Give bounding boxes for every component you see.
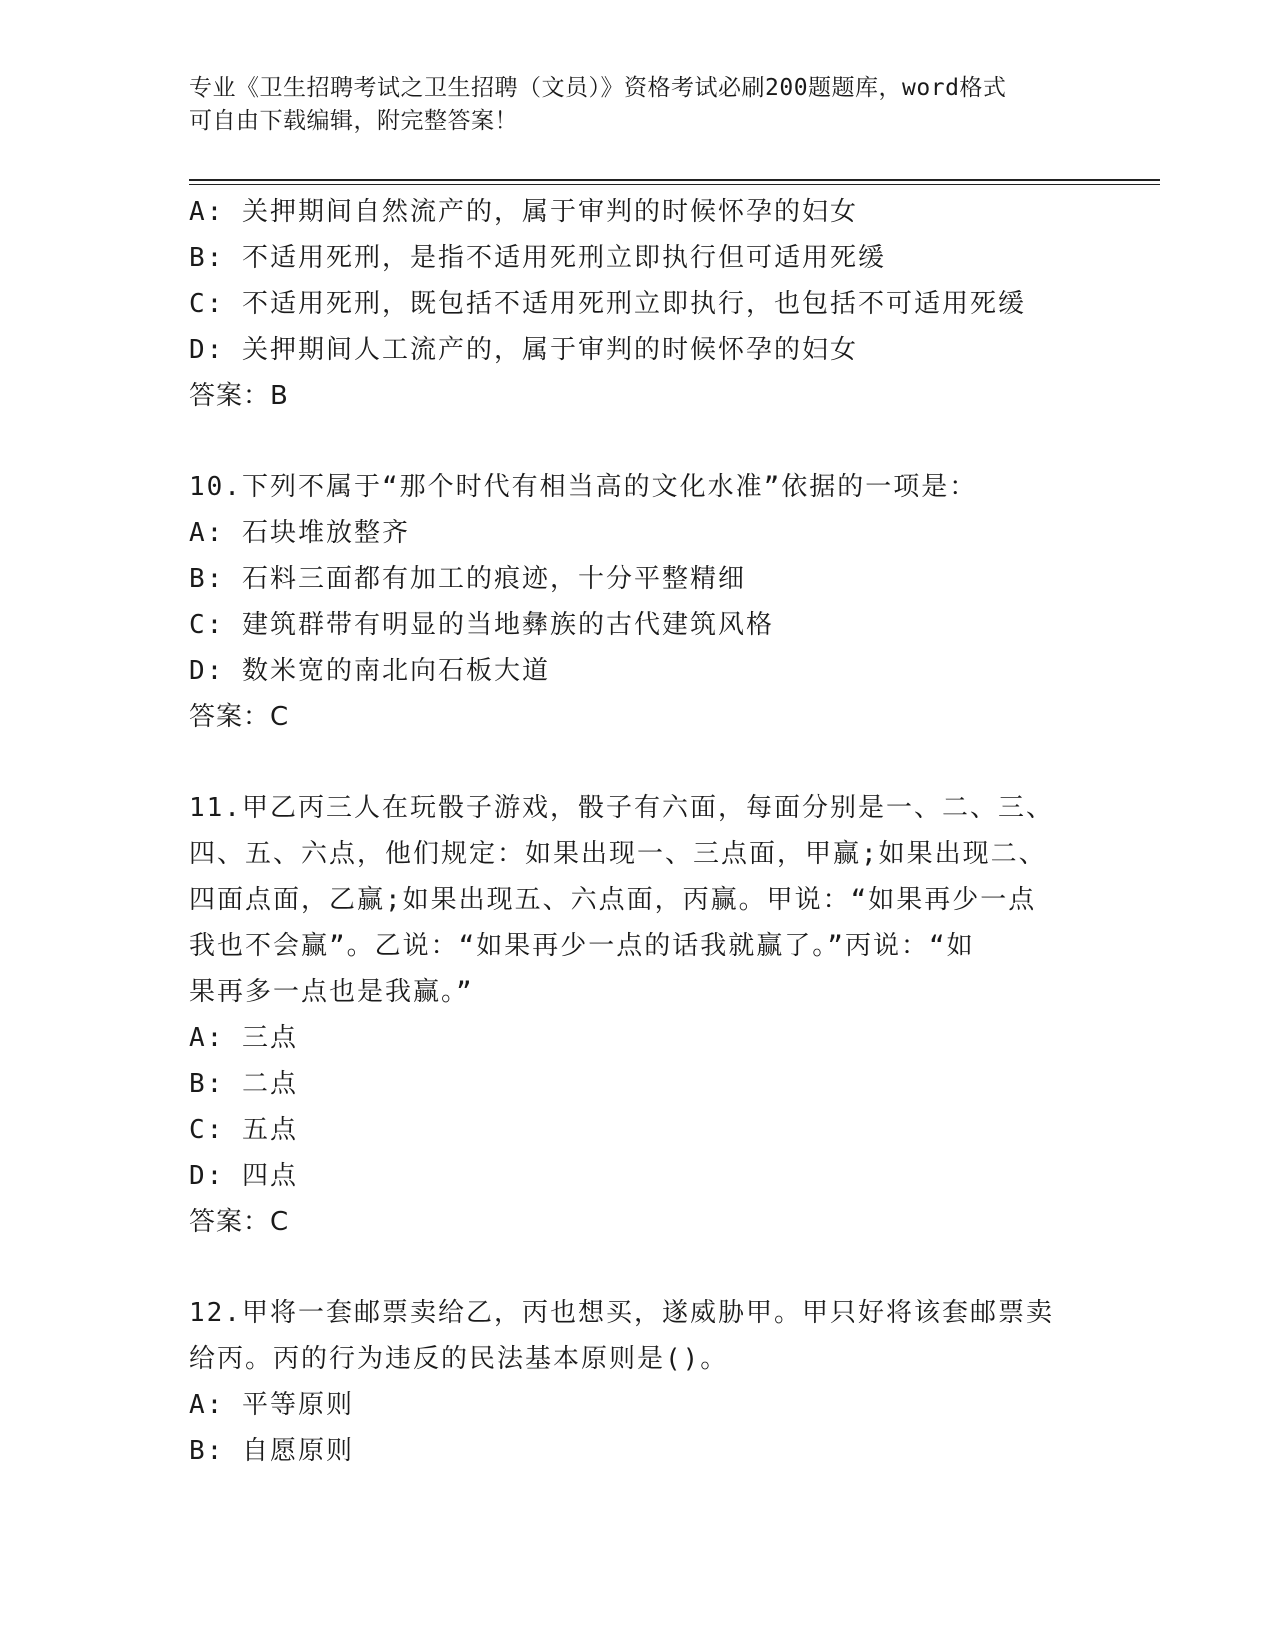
header-divider-thick: [189, 179, 1160, 181]
header-divider-thin: [189, 184, 1160, 185]
question-text-line: 果再多一点也是我赢。”: [189, 977, 474, 1007]
question-block-10: [189, 464, 1089, 740]
block-spacer: [189, 1245, 1089, 1290]
option-d: D: 四点: [189, 1161, 298, 1191]
block-spacer: [189, 740, 1089, 785]
option-a: A: 平等原则: [189, 1390, 354, 1420]
question-text-line: 四面点面，乙赢;如果出现五、六点面，丙赢。甲说：“如果再少一点: [189, 885, 1037, 915]
option-a: A: 石块堆放整齐: [189, 518, 410, 548]
answer-line: 答案：C: [189, 702, 290, 732]
answer-line: 答案：B: [189, 381, 289, 411]
question-text-line: 我也不会赢”。乙说：“如果再少一点的话我就赢了。”丙说：“如: [189, 931, 975, 961]
header-title-line-1: 专业《卫生招聘考试之卫生招聘（文员）》资格考试必刷200题题库，word格式: [189, 75, 1007, 101]
question-block-9: [189, 189, 1089, 419]
option-d: D: 关押期间人工流产的，属于审判的时候怀孕的妇女: [189, 335, 858, 365]
block-spacer: [189, 419, 1089, 464]
question-content: [189, 189, 1089, 1474]
question-text-line: 给丙。丙的行为违反的民法基本原则是()。: [189, 1344, 729, 1374]
question-block-12: [189, 1290, 1089, 1474]
option-b: B: 石料三面都有加工的痕迹，十分平整精细: [189, 564, 746, 594]
answer-line: 答案：C: [189, 1207, 290, 1237]
option-c: C: 建筑群带有明显的当地彝族的古代建筑风格: [189, 610, 774, 640]
question-text-line: 四、五、六点，他们规定：如果出现一、三点面，甲赢;如果出现二、: [189, 839, 1047, 869]
option-a: A: 关押期间自然流产的，属于审判的时候怀孕的妇女: [189, 197, 858, 227]
option-c: C: 五点: [189, 1115, 298, 1145]
question-block-11: [189, 785, 1089, 1245]
option-c: C: 不适用死刑，既包括不适用死刑立即执行，也包括不可适用死缓: [189, 289, 1026, 319]
option-b: B: 二点: [189, 1069, 298, 1099]
option-d: D: 数米宽的南北向石板大道: [189, 656, 550, 686]
option-b: B: 不适用死刑，是指不适用死刑立即执行但可适用死缓: [189, 243, 886, 273]
document-header: [189, 72, 1069, 138]
option-b: B: 自愿原则: [189, 1436, 354, 1466]
header-title-line-2: 可自由下载编辑，附完整答案！: [189, 108, 518, 134]
question-text-line: 11.甲乙丙三人在玩骰子游戏，骰子有六面，每面分别是一、二、三、: [189, 793, 1054, 823]
option-a: A: 三点: [189, 1023, 298, 1053]
question-text-line: 12.甲将一套邮票卖给乙，丙也想买，遂威胁甲。甲只好将该套邮票卖: [189, 1298, 1054, 1328]
question-text-line: 10.下列不属于“那个时代有相当高的文化水准”依据的一项是：: [189, 472, 978, 502]
